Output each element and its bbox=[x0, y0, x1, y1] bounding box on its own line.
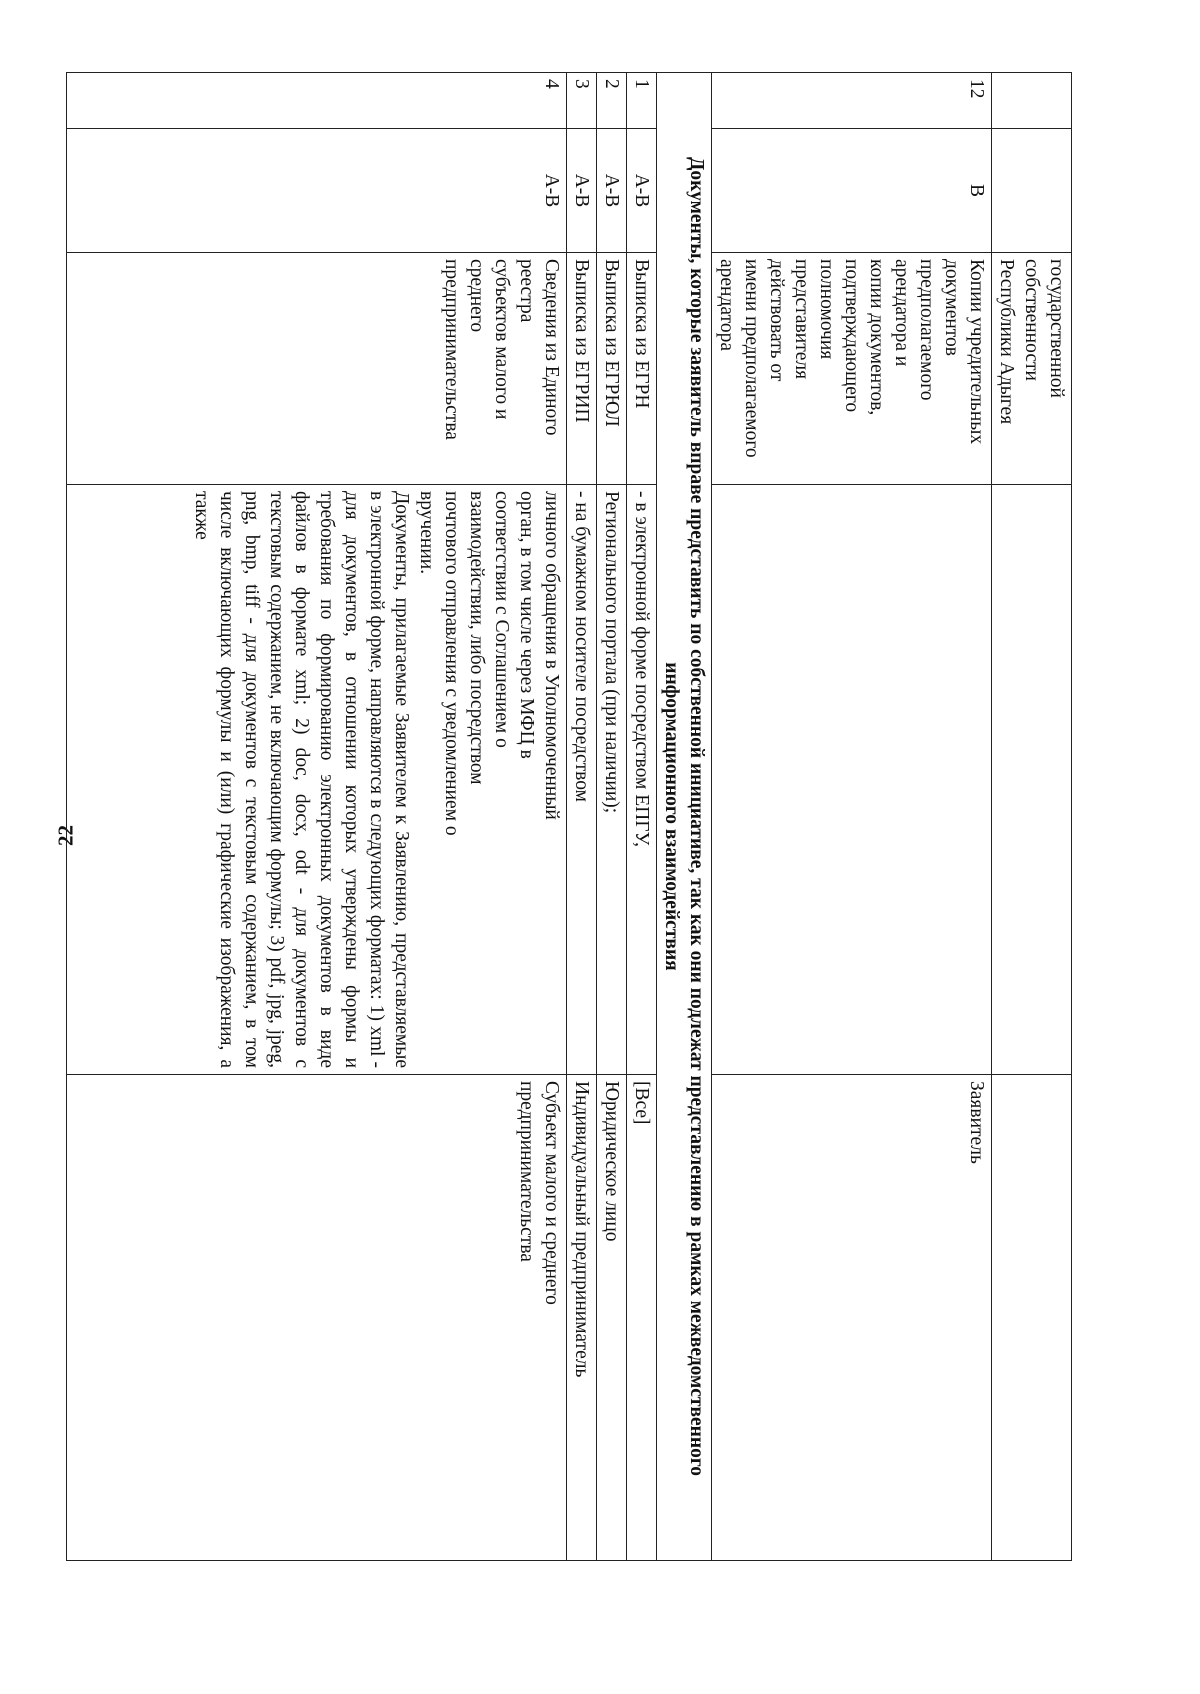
method-line: орган, в том числе через МФЦ в bbox=[516, 491, 537, 759]
applicant-cell: [Все] bbox=[627, 1075, 657, 1561]
table-row bbox=[712, 73, 992, 1561]
row-category: А-В bbox=[567, 129, 597, 253]
document-line: субъектов малого и среднего bbox=[466, 259, 512, 420]
section-heading: Документы, которые заявитель вправе представить по собственной инициативе, так как они подлежат представлению в рамках межведомственного информационного взаимодействия bbox=[657, 73, 712, 1561]
document-cell bbox=[992, 253, 1072, 485]
applicant-cell bbox=[712, 1075, 992, 1561]
method-line: почтового отправления с уведомлением о bbox=[441, 491, 462, 836]
method-cell: Регионального портала (при наличии); bbox=[597, 485, 627, 1075]
rotated-page-content bbox=[110, 72, 1072, 1560]
applicant-cell bbox=[992, 1075, 1072, 1561]
document-line: представителя действовать от bbox=[766, 259, 812, 382]
document-line: Республики Адыгея bbox=[996, 259, 1017, 425]
table-row bbox=[567, 73, 597, 1561]
row-number: 1 bbox=[627, 73, 657, 129]
row-number bbox=[992, 73, 1072, 129]
documents-table bbox=[66, 72, 1072, 1561]
document-line: копии документов, bbox=[866, 259, 887, 416]
document-cell: Выписка из ЕГРИП bbox=[567, 253, 597, 485]
row-category: А-В bbox=[627, 129, 657, 253]
method-cell: - в электронной форме посредством ЕПГУ, bbox=[627, 485, 657, 1075]
table-row bbox=[67, 73, 567, 1561]
document-line: предпринимательства bbox=[441, 259, 462, 440]
document-cell bbox=[712, 253, 992, 485]
document-line: подтверждающего полномочия bbox=[816, 259, 862, 413]
row-number: 2 bbox=[597, 73, 627, 129]
row-number: 4 bbox=[67, 73, 567, 129]
document-cell: Выписка из ЕГРЮЛ bbox=[597, 253, 627, 485]
row-category: А-В bbox=[67, 129, 567, 253]
row-category: В bbox=[712, 129, 992, 253]
applicant-line: Заявитель bbox=[966, 1081, 987, 1164]
method-cell bbox=[712, 485, 992, 1075]
table-row bbox=[627, 73, 657, 1561]
method-line: взаимодействии, либо посредством bbox=[466, 491, 487, 785]
method-line: соответствии с Соглашением о bbox=[491, 491, 512, 748]
applicant-line: предпринимательства bbox=[516, 1081, 537, 1262]
section-heading-row bbox=[657, 73, 712, 1561]
method-line: личного обращения в Уполномоченный bbox=[541, 491, 562, 820]
method-line: вручении. bbox=[416, 491, 437, 575]
row-category: А-В bbox=[597, 129, 627, 253]
row-number: 12 bbox=[712, 73, 992, 129]
method-cell: - на бумажном носителе посредством bbox=[567, 485, 597, 1075]
applicant-cell: Юридическое лицо bbox=[597, 1075, 627, 1561]
applicant-cell: Индивидуальный предприниматель bbox=[567, 1075, 597, 1561]
document-line: Сведения из Единого реестра bbox=[516, 259, 562, 436]
method-paragraph: Документы, прилагаемые Заявителем к Заявлению, представляемые в электронной форме, направляются в следующих форматах: 1) xml - для документов, в отношении которых утверждены формы и требования по формированию электронных документов в виде файлов в формате xml; 2) doc, docx, odt - для документов с текстовым содержанием, не включающим формулы; 3) pdf, jpg, jpeg, png, bmp, tiff - для документов с текстовым содержанием, в том числе включающих формулы и (или) графические изображения, а также bbox=[191, 491, 412, 1068]
applicant-cell bbox=[67, 1075, 567, 1561]
method-cell bbox=[67, 485, 567, 1075]
document-line: имени предполагаемого арендатора bbox=[716, 259, 762, 458]
page-number: 22 bbox=[53, 825, 78, 846]
row-number: 3 bbox=[567, 73, 597, 129]
table-row bbox=[597, 73, 627, 1561]
method-cell bbox=[992, 485, 1072, 1075]
document-line: предполагаемого арендатора и bbox=[891, 259, 937, 401]
document-cell: Выписка из ЕГРН bbox=[627, 253, 657, 485]
document-line: государственной собственности bbox=[1021, 259, 1067, 398]
table-row bbox=[992, 73, 1072, 1561]
document-line: Копии учредительных документов bbox=[941, 259, 987, 445]
document-cell bbox=[67, 253, 567, 485]
applicant-line: Субъект малого и среднего bbox=[541, 1081, 562, 1305]
row-category bbox=[992, 129, 1072, 253]
